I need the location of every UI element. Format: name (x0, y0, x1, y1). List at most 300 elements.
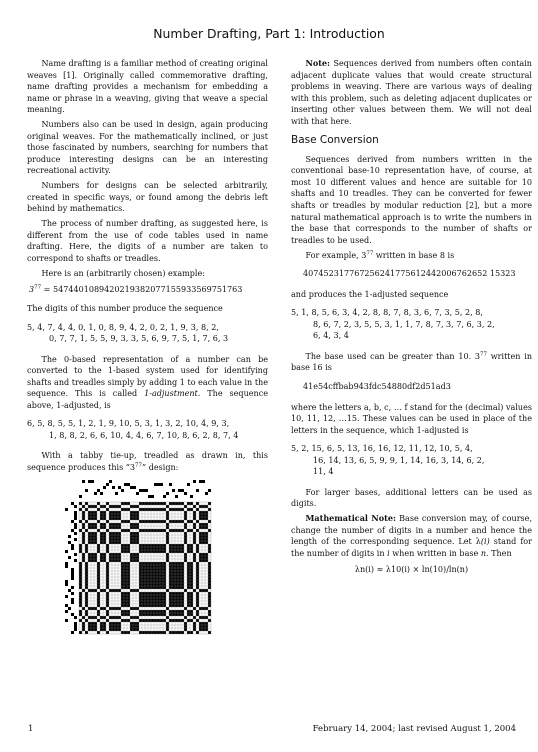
drawdown-cell (91, 532, 94, 535)
drawdown-cell (124, 577, 127, 580)
drawdown-cell (103, 616, 106, 619)
drawdown-cell (181, 508, 184, 511)
drawdown-cell (163, 529, 166, 532)
drawdown-cell (199, 535, 202, 538)
treadling-mark (71, 598, 74, 601)
drawdown-cell (121, 568, 124, 571)
drawdown-cell (130, 556, 133, 559)
math-note-paragraph: Mathematical Note: Base conversion may, of course, change the number of digits in a number and hence the length of the corresponding sequence. Let λ(i) stand for the number of digits in i when written in base n. Then (291, 513, 533, 558)
drawdown-cell (175, 592, 178, 595)
drawdown-cell (169, 508, 172, 511)
drawdown-cell (157, 565, 160, 568)
drawdown-cell (139, 562, 142, 565)
drawdown-cell (154, 613, 157, 616)
drawdown-cell (124, 562, 127, 565)
drawdown-cell (133, 589, 136, 592)
drawdown-cell (202, 559, 205, 562)
drawdown-cell (208, 592, 211, 595)
drawdown-cell (139, 586, 142, 589)
drawdown-cell (100, 526, 103, 529)
drawdown-cell (184, 616, 187, 619)
treadling-mark (65, 550, 68, 553)
drawdown-cell (148, 610, 151, 613)
drawdown-cell (103, 541, 106, 544)
drawdown-cell (139, 583, 142, 586)
drawdown-cell (175, 568, 178, 571)
threading-mark (166, 492, 169, 495)
drawdown-cell (97, 550, 100, 553)
drawdown-cell (187, 586, 190, 589)
drawdown-cell (163, 574, 166, 577)
drawdown-cell (82, 616, 85, 619)
drawdown-cell (157, 595, 160, 598)
drawdown-cell (193, 625, 196, 628)
drawdown-cell (199, 607, 202, 610)
drawdown-cell (118, 535, 121, 538)
drawdown-cell (124, 547, 127, 550)
treadling-mark (74, 625, 77, 628)
drawdown-cell (106, 562, 109, 565)
drawdown-cell (163, 604, 166, 607)
drawdown-cell (148, 586, 151, 589)
drawdown-cell (160, 550, 163, 553)
drawdown-cell (91, 517, 94, 520)
drawdown-cell (121, 598, 124, 601)
drawdown-cell (133, 538, 136, 541)
drawdown-cell (94, 523, 97, 526)
drawdown-cell (145, 562, 148, 565)
drawdown-cell (190, 562, 193, 565)
treadling-mark (71, 601, 74, 604)
drawdown-cell (190, 565, 193, 568)
drawdown-cell (94, 556, 97, 559)
drawdown-cell (79, 568, 82, 571)
drawdown-cell (121, 580, 124, 583)
drawdown-cell (199, 505, 202, 508)
treadling-mark (74, 523, 77, 526)
drawdown-cell (181, 568, 184, 571)
drawdown-cell (151, 529, 154, 532)
drawdown-cell (127, 604, 130, 607)
drawdown-cell (184, 535, 187, 538)
drawdown-cell (205, 628, 208, 631)
drawdown-cell (208, 601, 211, 604)
drawdown-cell (133, 622, 136, 625)
threading-mark (187, 483, 190, 486)
weave-draft-image (65, 480, 225, 643)
drawdown-cell (178, 595, 181, 598)
drawdown-cell (193, 607, 196, 610)
intro-paragraph: Name drafting is a familiar method of creating original weaves [1]. Originally called commemorative drafting, name drafting provides a mechanism for embedding a name or phrase in a weaving, giving that weave a special meaning. (27, 59, 268, 115)
right-column (291, 58, 532, 583)
drawdown-cell (163, 601, 166, 604)
drawdown-cell (133, 505, 136, 508)
threading-mark (82, 480, 85, 483)
drawdown-cell (133, 556, 136, 559)
drawdown-cell (82, 505, 85, 508)
drawdown-cell (190, 508, 193, 511)
drawdown-cell (160, 613, 163, 616)
drawdown-cell (160, 571, 163, 574)
digits-sentence: The digits of this number produce the sequence (27, 303, 223, 313)
drawdown-cell (124, 571, 127, 574)
drawdown-cell (85, 550, 88, 553)
treadling-mark (74, 526, 77, 529)
drawdown-cell (178, 544, 181, 547)
drawdown-cell (85, 610, 88, 613)
drawdown-cell (130, 559, 133, 562)
drawdown-cell (127, 508, 130, 511)
drawdown-cell (88, 607, 91, 610)
drawdown-cell (199, 559, 202, 562)
drawdown-cell (193, 589, 196, 592)
drawdown-cell (130, 553, 133, 556)
drawdown-cell (202, 622, 205, 625)
drawdown-cell (91, 628, 94, 631)
drawdown-cell (169, 598, 172, 601)
drawdown-cell (97, 562, 100, 565)
drawdown-cell (208, 595, 211, 598)
drawdown-cell (115, 517, 118, 520)
threading-mark (169, 483, 172, 486)
drawdown-cell (133, 559, 136, 562)
drawdown-cell (172, 595, 175, 598)
drawdown-cell (169, 610, 172, 613)
drawdown-cell (112, 541, 115, 544)
drawdown-cell (196, 598, 199, 601)
drawdown-cell (106, 571, 109, 574)
drawdown-cell (121, 562, 124, 565)
drawdown-cell (127, 631, 130, 634)
drawdown-cell (157, 520, 160, 523)
drawdown-cell (121, 529, 124, 532)
drawdown-cell (97, 592, 100, 595)
drawdown-cell (163, 550, 166, 553)
threading-mark (142, 489, 145, 492)
drawdown-cell (127, 574, 130, 577)
drawdown-cell (148, 631, 151, 634)
drawdown-cell (157, 568, 160, 571)
drawdown-cell (157, 562, 160, 565)
drawdown-cell (163, 580, 166, 583)
drawdown-cell (190, 544, 193, 547)
drawdown-cell (178, 601, 181, 604)
drawdown-cell (205, 622, 208, 625)
drawdown-cell (193, 538, 196, 541)
drawdown-cell (106, 580, 109, 583)
treadling-mark (71, 529, 74, 532)
drawdown-cell (79, 529, 82, 532)
drawdown-cell (169, 574, 172, 577)
drawdown-cell (88, 622, 91, 625)
drawdown-cell (139, 580, 142, 583)
treadling-mark (68, 589, 71, 592)
drawdown-cell (112, 622, 115, 625)
drawdown-cell (121, 502, 124, 505)
drawdown-cell (118, 526, 121, 529)
drawdown-cell (151, 601, 154, 604)
left-column (27, 58, 268, 643)
drawdown-cell (193, 559, 196, 562)
drawdown-cell (172, 586, 175, 589)
threading-mark (145, 489, 148, 492)
drawdown-cell (145, 604, 148, 607)
drawdown-cell (121, 565, 124, 568)
drawdown-cell (148, 595, 151, 598)
drawdown-cell (109, 607, 112, 610)
drawdown-cell (130, 526, 133, 529)
drawdown-cell (142, 619, 145, 622)
drawdown-cell (193, 511, 196, 514)
drawdown-cell (151, 574, 154, 577)
drawdown-cell (91, 523, 94, 526)
drawdown-cell (184, 505, 187, 508)
drawdown-cell (82, 538, 85, 541)
threading-mark (193, 480, 196, 483)
drawdown-cell (106, 592, 109, 595)
drawdown-cell (91, 541, 94, 544)
drawdown-cell (91, 538, 94, 541)
drawdown-cell (187, 610, 190, 613)
drawdown-cell (109, 535, 112, 538)
drawdown-cell (106, 577, 109, 580)
drawdown-cell (118, 541, 121, 544)
drawdown-cell (208, 502, 211, 505)
drawdown-cell (142, 592, 145, 595)
drawdown-cell (118, 553, 121, 556)
drawdown-cell (187, 544, 190, 547)
drawdown-cell (163, 592, 166, 595)
drawdown-cell (154, 565, 157, 568)
drawdown-cell (154, 520, 157, 523)
drawdown-cell (154, 595, 157, 598)
drawdown-cell (160, 529, 163, 532)
drawdown-cell (94, 526, 97, 529)
drawdown-cell (118, 523, 121, 526)
treadling-mark (65, 619, 68, 622)
drawdown-cell (181, 580, 184, 583)
drawdown-cell (184, 523, 187, 526)
drawdown-cell (85, 544, 88, 547)
base16-number: 41e54cffbab943fdc54880df2d51ad3 (303, 381, 451, 391)
drawdown-cell (178, 619, 181, 622)
drawdown-cell (151, 502, 154, 505)
drawdown-cell (154, 580, 157, 583)
drawdown-cell (184, 589, 187, 592)
drawdown-cell (130, 628, 133, 631)
drawdown-cell (193, 622, 196, 625)
drawdown-cell (145, 592, 148, 595)
drawdown-cell (196, 544, 199, 547)
drawdown-cell (190, 520, 193, 523)
drawdown-cell (136, 511, 139, 514)
drawdown-cell (151, 547, 154, 550)
drawdown-cell (205, 532, 208, 535)
drawdown-cell (157, 580, 160, 583)
drawdown-cell (85, 631, 88, 634)
drawdown-cell (127, 583, 130, 586)
drawdown-cell (100, 514, 103, 517)
drawdown-cell (145, 610, 148, 613)
drawdown-cell (133, 514, 136, 517)
drawdown-cell (136, 556, 139, 559)
drawdown-cell (115, 616, 118, 619)
drawdown-cell (184, 625, 187, 628)
drawdown-cell (172, 529, 175, 532)
drawdown-cell (181, 520, 184, 523)
drawdown-cell (178, 586, 181, 589)
drawdown-cell (202, 556, 205, 559)
drawdown-cell (145, 574, 148, 577)
drawdown-cell (154, 508, 157, 511)
drawdown-cell (106, 520, 109, 523)
drawdown-cell (94, 511, 97, 514)
drawdown-cell (187, 550, 190, 553)
base8-sequence-intro: and produces the 1-adjusted sequence (291, 289, 449, 299)
drawdown-cell (127, 592, 130, 595)
drawdown-cell (172, 631, 175, 634)
drawdown-cell (166, 517, 169, 520)
drawdown-cell (109, 589, 112, 592)
drawdown-cell (88, 523, 91, 526)
drawdown-cell (121, 610, 124, 613)
drawdown-cell (187, 601, 190, 604)
drawdown-cell (133, 553, 136, 556)
drawdown-cell (193, 541, 196, 544)
drawdown-cell (79, 631, 82, 634)
drawdown-cell (178, 592, 181, 595)
drawdown-cell (169, 562, 172, 565)
drawdown-cell (148, 550, 151, 553)
drawdown-cell (205, 526, 208, 529)
drawdown-cell (190, 619, 193, 622)
drawdown-cell (169, 568, 172, 571)
treadling-mark (65, 565, 68, 568)
drawdown-cell (97, 613, 100, 616)
drawdown-cell (103, 505, 106, 508)
drawdown-cell (79, 550, 82, 553)
drawdown-cell (166, 541, 169, 544)
drawdown-cell (85, 547, 88, 550)
drawdown-cell (157, 598, 160, 601)
drawdown-cell (175, 613, 178, 616)
drawdown-cell (178, 565, 181, 568)
drawdown-cell (145, 595, 148, 598)
drawdown-cell (169, 502, 172, 505)
drawdown-cell (148, 613, 151, 616)
drawdown-cell (142, 610, 145, 613)
drawdown-cell (151, 583, 154, 586)
drawdown-cell (118, 622, 121, 625)
drawdown-cell (94, 589, 97, 592)
drawdown-cell (187, 502, 190, 505)
drawdown-cell (124, 574, 127, 577)
threading-mark (205, 492, 208, 495)
drawdown-cell (118, 589, 121, 592)
drawdown-cell (205, 538, 208, 541)
drawdown-cell (82, 526, 85, 529)
drawdown-cell (88, 517, 91, 520)
drawdown-cell (127, 547, 130, 550)
drawdown-cell (199, 628, 202, 631)
drawdown-cell (166, 538, 169, 541)
drawdown-cell (130, 532, 133, 535)
drawdown-cell (190, 586, 193, 589)
drawdown-cell (184, 517, 187, 520)
drawdown-cell (91, 622, 94, 625)
drawdown-cell (130, 523, 133, 526)
treadling-mark (74, 517, 77, 520)
drawdown-cell (169, 544, 172, 547)
drawdown-cell (199, 622, 202, 625)
drawdown-cell (112, 559, 115, 562)
drawdown-cell (199, 616, 202, 619)
drawdown-cell (160, 595, 163, 598)
drawdown-cell (88, 526, 91, 529)
drawdown-cell (139, 547, 142, 550)
drawdown-cell (154, 583, 157, 586)
drawdown-cell (106, 529, 109, 532)
drawdown-cell (127, 580, 130, 583)
drawdown-cell (190, 547, 193, 550)
drawdown-cell (97, 544, 100, 547)
drawdown-cell (94, 514, 97, 517)
drawdown-cell (79, 604, 82, 607)
drawdown-cell (97, 520, 100, 523)
drawdown-cell (175, 544, 178, 547)
drawdown-cell (190, 613, 193, 616)
drawdown-cell (184, 559, 187, 562)
drawdown-cell (145, 613, 148, 616)
threading-mark (175, 495, 178, 498)
drawdown-cell (169, 520, 172, 523)
drawdown-cell (97, 583, 100, 586)
drawdown-cell (205, 517, 208, 520)
treadling-mark (74, 505, 77, 508)
threading-mark (208, 489, 211, 492)
drawdown-cell (136, 607, 139, 610)
drawdown-cell (181, 613, 184, 616)
treadling-mark (65, 595, 68, 598)
drawdown-cell (100, 523, 103, 526)
drawdown-cell (208, 547, 211, 550)
drawdown-cell (163, 544, 166, 547)
design-intro: With a tabby tie-up, treadled as drawn in, this sequence produces this “$3^{77}$” design: (27, 451, 268, 472)
threading-mark (106, 483, 109, 486)
drawdown-cell (169, 595, 172, 598)
drawdown-cell (136, 541, 139, 544)
drawdown-cell (178, 547, 181, 550)
drawdown-cell (82, 517, 85, 520)
drawdown-cell (82, 559, 85, 562)
drawdown-cell (154, 619, 157, 622)
drawdown-cell (88, 535, 91, 538)
drawdown-cell (175, 604, 178, 607)
drawdown-cell (187, 577, 190, 580)
drawdown-cell (193, 517, 196, 520)
drawdown-cell (193, 628, 196, 631)
drawdown-cell (175, 502, 178, 505)
base16-sequence: 5, 2, 15, 6, 5, 13, 16, 16, 12, 11, 12, 10, 5, 4, 16, 14, 13, 6, 5, 9, 9, 1, 14, 16, 3, 14, 6, 2, 11, 4 (291, 444, 485, 477)
drawdown-cell (181, 562, 184, 565)
drawdown-cell (205, 553, 208, 556)
drawdown-cell (130, 517, 133, 520)
drawdown-cell (163, 568, 166, 571)
drawdown-cell (196, 529, 199, 532)
drawdown-cell (175, 631, 178, 634)
drawdown-cell (166, 535, 169, 538)
drawdown-cell (97, 529, 100, 532)
